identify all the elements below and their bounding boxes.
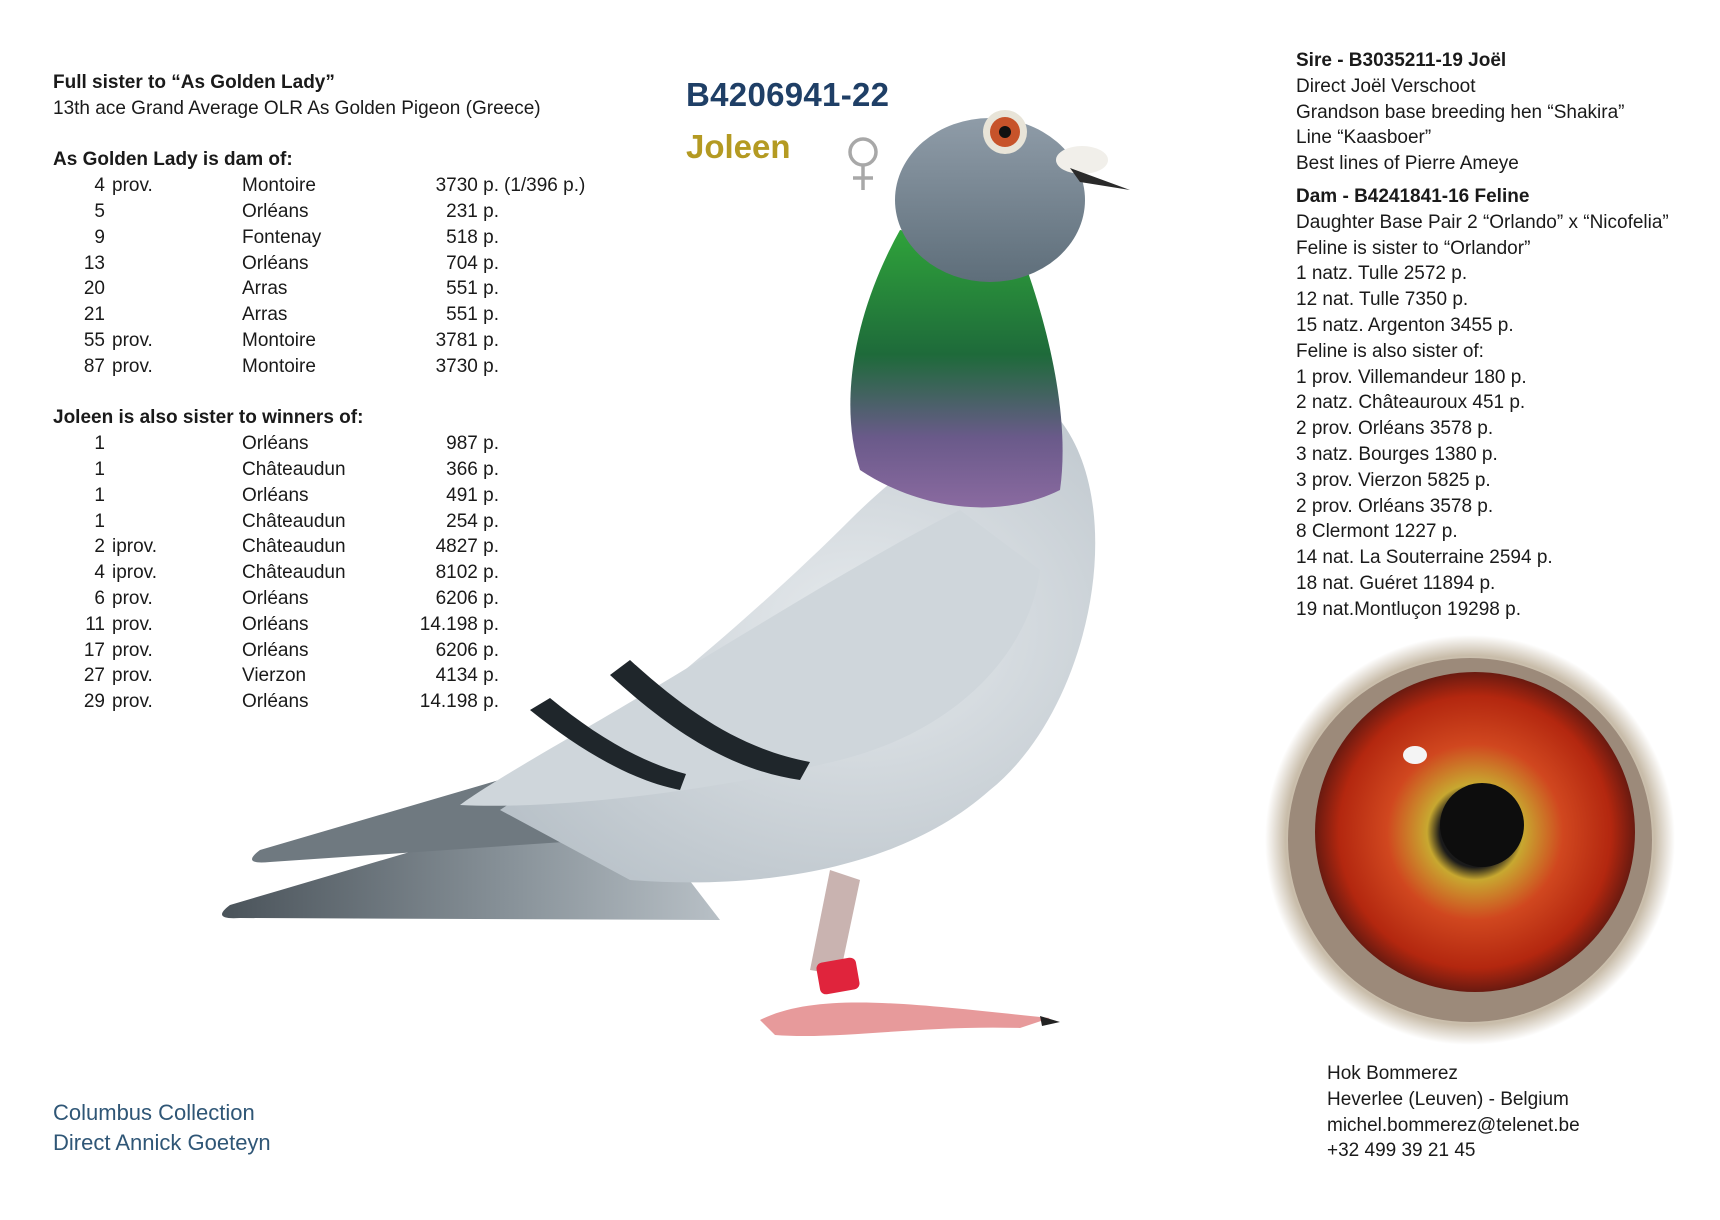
intro-title: Full sister to “As Golden Lady” xyxy=(53,72,335,93)
result-level: prov. xyxy=(112,329,153,351)
result-level: prov. xyxy=(112,691,153,713)
result-rank: 2 xyxy=(94,536,105,558)
result-pigeons: 704 p. xyxy=(446,252,499,274)
result-rank: 4 xyxy=(94,562,105,584)
result-place: Orléans xyxy=(242,613,309,635)
contact-phone[interactable]: +32 499 39 21 45 xyxy=(1327,1140,1476,1162)
result-rank: 1 xyxy=(94,510,105,532)
pedigree-line: 15 natz. Argenton 3455 p. xyxy=(1296,314,1514,336)
pedigree-line: 8 Clermont 1227 p. xyxy=(1296,521,1458,543)
ring-number: B4206941-22 xyxy=(686,76,890,113)
result-note: (1/396 p.) xyxy=(504,175,586,197)
contact-email[interactable]: michel.bommerez@telenet.be xyxy=(1327,1114,1580,1136)
result-place: Orléans xyxy=(242,639,309,661)
result-place: Arras xyxy=(242,278,288,300)
result-level: prov. xyxy=(112,355,153,377)
result-pigeons: 254 p. xyxy=(446,510,499,532)
result-rank: 1 xyxy=(94,484,105,506)
result-place: Orléans xyxy=(242,252,309,274)
pedigree-line: Grandson base breeding hen “Shakira” xyxy=(1296,101,1625,123)
sister-results-heading: Joleen is also sister to winners of: xyxy=(53,407,364,429)
pedigree-line: 14 nat. La Souterraine 2594 p. xyxy=(1296,547,1553,569)
result-pigeons: 3730 p. xyxy=(435,355,499,377)
result-pigeons: 366 p. xyxy=(446,458,499,480)
pedigree-line: 18 nat. Guéret 11894 p. xyxy=(1296,572,1496,594)
result-level: prov. xyxy=(112,175,153,197)
intro-subtitle: 13th ace Grand Average OLR As Golden Pigeon (Greece) xyxy=(53,97,541,119)
result-rank: 55 xyxy=(83,329,105,351)
pedigree-line: 3 prov. Vierzon 5825 p. xyxy=(1296,469,1491,491)
result-pigeons: 14.198 p. xyxy=(419,691,499,713)
result-place: Orléans xyxy=(242,200,309,222)
loft-location: Heverlee (Leuven) - Belgium xyxy=(1327,1088,1569,1110)
result-pigeons: 231 p. xyxy=(446,200,499,222)
result-rank: 1 xyxy=(94,458,105,480)
result-pigeons: 8102 p. xyxy=(435,562,499,584)
result-place: Orléans xyxy=(242,484,309,506)
sire-details xyxy=(1296,74,1716,177)
result-place: Châteaudun xyxy=(242,562,346,584)
result-pigeons: 518 p. xyxy=(446,226,499,248)
result-place: Orléans xyxy=(242,433,309,455)
result-place: Arras xyxy=(242,304,288,326)
result-level: prov. xyxy=(112,613,153,635)
result-level: iprov. xyxy=(112,536,158,558)
result-pigeons: 3730 p. xyxy=(435,175,499,197)
result-rank: 4 xyxy=(94,175,105,197)
pedigree-line: 12 nat. Tulle 7350 p. xyxy=(1296,289,1469,311)
result-pigeons: 4827 p. xyxy=(435,536,499,558)
pedigree-line: Best lines of Pierre Ameye xyxy=(1296,153,1519,175)
result-pigeons: 551 p. xyxy=(446,304,499,326)
pedigree-line: 19 nat.Montluçon 19298 p. xyxy=(1296,598,1522,620)
pedigree-line: 2 prov. Orléans 3578 p. xyxy=(1296,418,1494,440)
loft-name: Hok Bommerez xyxy=(1327,1063,1458,1084)
pedigree-line: Direct Joël Verschoot xyxy=(1296,75,1476,97)
result-place: Orléans xyxy=(242,691,309,713)
result-rank: 21 xyxy=(83,304,105,326)
pigeon-name: Joleen xyxy=(686,128,791,165)
result-rank: 17 xyxy=(83,639,105,661)
result-rank: 5 xyxy=(94,200,105,222)
dam-details xyxy=(1296,210,1716,623)
result-level: prov. xyxy=(112,665,153,687)
result-place: Fontenay xyxy=(242,226,322,248)
contact-block xyxy=(1327,1061,1580,1164)
result-level: iprov. xyxy=(112,562,158,584)
pedigree-line: Feline is also sister of: xyxy=(1296,340,1484,362)
result-place: Châteaudun xyxy=(242,458,346,480)
pedigree-line: 3 natz. Bourges 1380 p. xyxy=(1296,443,1498,465)
result-pigeons: 14.198 p. xyxy=(419,613,499,635)
dam-results-heading: As Golden Lady is dam of: xyxy=(53,149,293,171)
result-rank: 27 xyxy=(83,665,105,687)
pedigree-line: 1 natz. Tulle 2572 p. xyxy=(1296,263,1468,285)
result-rank: 11 xyxy=(85,613,105,635)
result-rank: 1 xyxy=(94,433,105,455)
result-pigeons: 987 p. xyxy=(446,433,499,455)
pedigree-column xyxy=(1296,48,1716,623)
result-level: prov. xyxy=(112,587,153,609)
result-rank: 87 xyxy=(83,355,105,377)
result-place: Châteaudun xyxy=(242,536,346,558)
pedigree-line: 1 prov. Villemandeur 180 p. xyxy=(1296,366,1527,388)
result-place: Montoire xyxy=(242,355,316,377)
result-place: Châteaudun xyxy=(242,510,346,532)
eye-closeup-photo xyxy=(1250,620,1690,1060)
dam-title: Dam - B4241841-16 Feline xyxy=(1296,185,1530,207)
pedigree-line: Daughter Base Pair 2 “Orlando” x “Nicofelia” xyxy=(1296,211,1669,233)
result-place: Vierzon xyxy=(242,665,307,687)
result-place: Montoire xyxy=(242,329,316,351)
result-rank: 6 xyxy=(94,587,105,609)
result-rank: 9 xyxy=(94,226,105,248)
result-place: Montoire xyxy=(242,175,316,197)
collection-source: Direct Annick Goeteyn xyxy=(53,1130,271,1155)
pedigree-line: 2 natz. Châteauroux 451 p. xyxy=(1296,392,1526,414)
result-place: Orléans xyxy=(242,587,309,609)
result-pigeons: 3781 p. xyxy=(435,329,499,351)
pedigree-line: 2 prov. Orléans 3578 p. xyxy=(1296,495,1494,517)
pigeon-photo xyxy=(200,90,1260,1150)
result-level: prov. xyxy=(112,639,153,661)
pedigree-line: Line “Kaasboer” xyxy=(1296,127,1432,149)
result-pigeons: 4134 p. xyxy=(435,665,499,687)
result-pigeons: 6206 p. xyxy=(435,587,499,609)
result-pigeons: 491 p. xyxy=(446,484,499,506)
result-rank: 20 xyxy=(83,278,105,300)
sire-title: Sire - B3035211-19 Joël xyxy=(1296,50,1507,71)
pedigree-line: Feline is sister to “Orlandor” xyxy=(1296,237,1531,259)
result-rank: 29 xyxy=(83,691,105,713)
collection-name: Columbus Collection xyxy=(53,1100,255,1125)
result-pigeons: 551 p. xyxy=(446,278,499,300)
result-rank: 13 xyxy=(83,252,105,274)
result-pigeons: 6206 p. xyxy=(435,639,499,661)
